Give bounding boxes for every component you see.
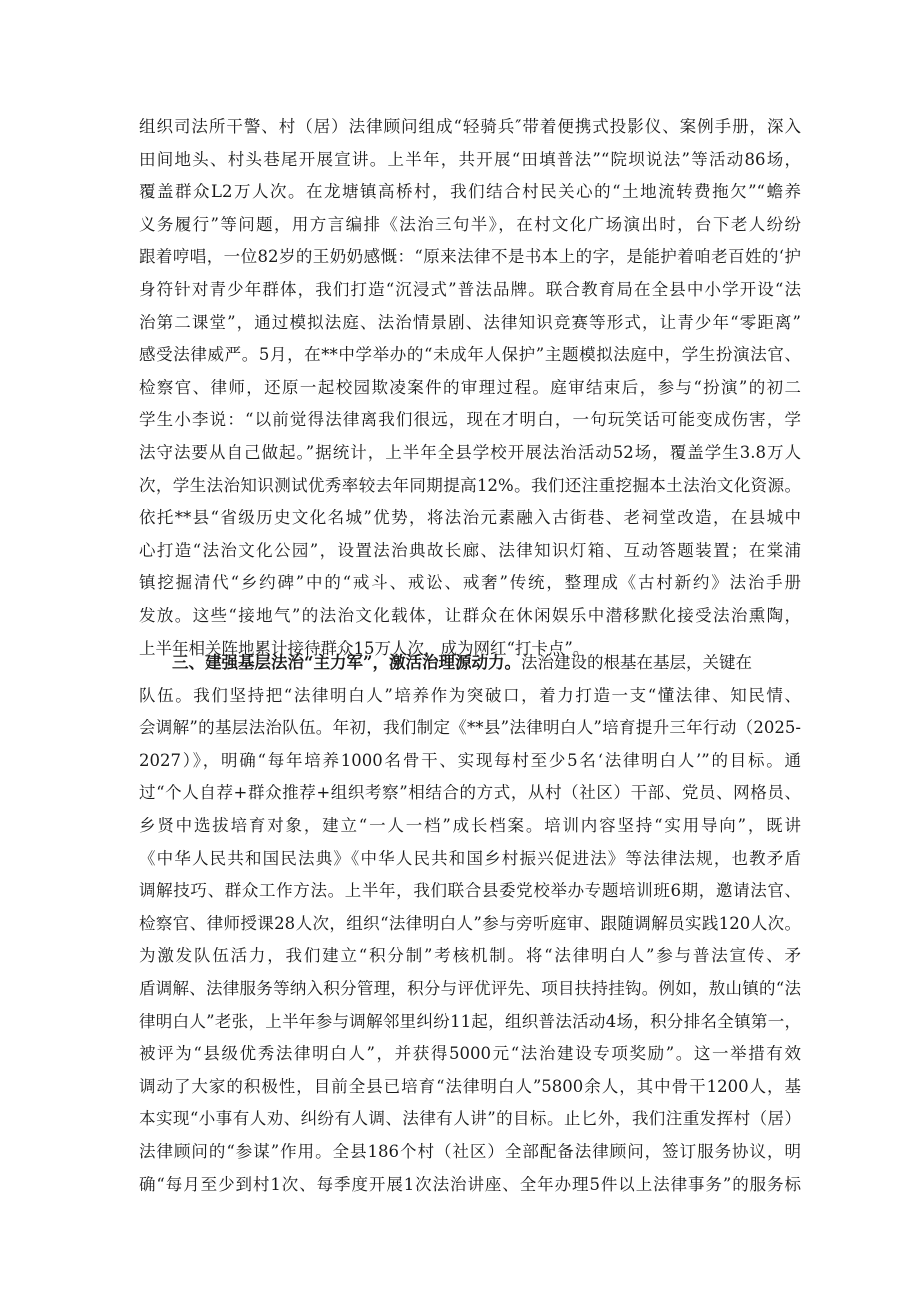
text-line: 法律顾问的“参谋”作用。全县186个村（社区）全部配备法律顾问，签订服务协议，明 bbox=[139, 1141, 801, 1161]
text-fragment: 法治建设的根基在基层，关键在 bbox=[520, 653, 752, 672]
text-line: 上半年相关阵地累计接待群众15万人次，成为网红“打卡点”。 bbox=[139, 638, 590, 658]
text-line: 义务履行”等问题，用方言编排《法治三句半》，在村文化广场演出时，台下老人纷纷 bbox=[139, 214, 801, 234]
text-line: 发放。这些“接地气”的法治文化载体，让群众在休闲娱乐中潜移默化接受法治熏陶， bbox=[139, 605, 801, 625]
text-line: 过“个人自荐+群众推荐+组织考察”相结合的方式，从村（社区）干部、党员、网格员、 bbox=[139, 783, 801, 803]
text-line: 组织司法所干警、村（居）法律顾问组成“轻骑兵″带着便携式投影仪、案例手册，深入 bbox=[139, 117, 801, 136]
text-line: 田间地头、村头巷尾开展宣讲。上半年，共开展“田填普法”“院坝说法”等活动86场， bbox=[139, 149, 801, 169]
text-line: 会调解”的基层法治队伍。年初，我们制定《**县”法律明白人”培育提升三年行动（2025- bbox=[139, 718, 801, 738]
text-line: 确“每月至少到村1次、每季度开展1次法治讲座、全年办理5件以上法律事务”的服务标 bbox=[139, 1174, 801, 1194]
text-line: 感受法律威严。5月，在**中学举办的“未成年人保护”主题模拟法庭中，学生扮演法官、 bbox=[139, 345, 801, 365]
text-line: 镇挖掘清代“乡约碑”中的“戒斗、戒讼、戒奢”传统，整理成《古村新约》法治手册 bbox=[139, 573, 801, 593]
text-line: 覆盖群众L2万人次。在龙塘镇高桥村，我们结合村民关心的“土地流转费拖欠”“蟾养 bbox=[139, 182, 801, 202]
section-heading: 三、建强基层法治“主力军”，激活治理源动力。 bbox=[172, 653, 521, 672]
text-line: 律明白人”老张，上半年参与调解邻里纠纷11起，组织普法活动4场，积分排名全镇第一， bbox=[139, 1011, 801, 1031]
text-line: 盾调解、法律服务等纳入积分管理，积分与评优评先、项目扶持挂钩。例如，敖山镇的“法 bbox=[139, 978, 801, 998]
text-line: 次，学生法治知识测试优秀率较去年同期提高12%。我们还注重挖掘本土法治文化资源。 bbox=[139, 475, 801, 495]
paragraph-2 bbox=[139, 647, 801, 1201]
text-line: 《中华人民共和国民法典》《中华人民共和国乡村振兴促进法》等法律法规，也教矛盾 bbox=[139, 848, 801, 868]
text-line: 检察官、律师，还原一起校园欺凌案件的审理过程。庭审结束后，参与“扮演”的初二 bbox=[139, 377, 801, 397]
text-line: 本实现“小事有人劝、纠纷有人调、法律有人讲”的目标。止匕外，我们注重发挥村（居） bbox=[139, 1109, 801, 1129]
text-line: 治第二课堂”，通过模拟法庭、法治情景剧、法律知识竞赛等形式，让青少年“零距离” bbox=[139, 312, 801, 332]
text-line: 学生小李说：“以前觉得法律离我们很远，现在才明白，一句玩笑话可能变成伤害，学 bbox=[139, 410, 801, 430]
text-line: 2027）》，明确“每年培养1000名骨干、实现每村至少5名‘法律明白人’”的目标。通 bbox=[139, 750, 801, 770]
text-line: 法守法要从自己做起。”据统计，上半年全县学校开展法治活动52场，覆盖学生3.8万人 bbox=[139, 442, 801, 462]
paragraph-1 bbox=[139, 111, 801, 665]
text-line: 依托**县“省级历史文化名城”优势，将法治元素融入古街巷、老祠堂改造，在县城中 bbox=[139, 508, 801, 528]
text-line: 身符针对青少年群体，我们打造“沉浸式”普法品牌。联合教育局在全县中小学开设“法 bbox=[139, 279, 801, 299]
text-line: 心打造“法治文化公园”，设置法治典故长廊、法律知识灯箱、互动答题装置；在棠浦 bbox=[139, 540, 801, 560]
text-line: 为激发队伍活力，我们建立“积分制”考核机制。将“法律明白人”参与普法宣传、矛 bbox=[139, 946, 801, 966]
text-line: 队伍。我们坚持把“法律明白人”培养作为突破口，着力打造一支“懂法律、知民情、 bbox=[139, 685, 801, 705]
text-line: 跟着哼唱，一位82岁的王奶奶感慨：“原来法律不是书本上的字，是能护着咱老百姓的‘护 bbox=[139, 247, 801, 267]
text-line: 乡贤中选拔培育对象，建立“一人一档”成长档案。培训内容坚持“实用导向”，既讲 bbox=[139, 815, 801, 835]
paragraph-2-first-line bbox=[139, 647, 801, 680]
text-line: 被评为“县级优秀法律明白人”，并获得5000元“法治建设专项奖励”。这一举措有效 bbox=[139, 1044, 801, 1064]
text-line: 调动了大家的积极性，目前全县已培育“法律明白人”5800余人，其中骨干1200人，基 bbox=[139, 1076, 801, 1096]
text-line: 检察官、律师授课28人次，组织“法律明白人”参与旁听庭审、跟随调解员实践120人次。 bbox=[139, 913, 801, 933]
text-line: 调解技巧、群众工作方法。上半年，我们联合县委党校举办专题培训班6期，邀请法官、 bbox=[139, 881, 801, 901]
